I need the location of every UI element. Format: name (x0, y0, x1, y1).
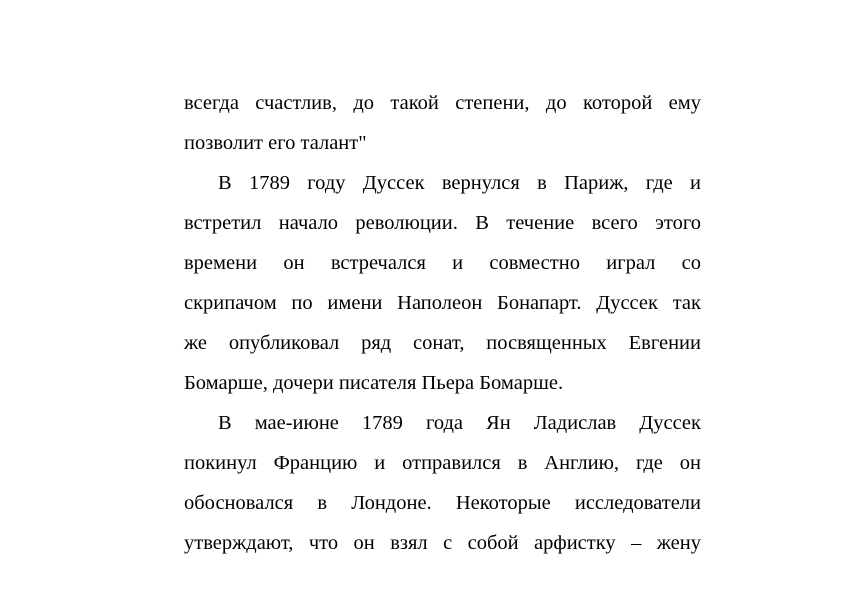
paragraph-start-line: В мае-июне 1789 года Ян Ладислав Дуссек (218, 412, 701, 434)
text-line: встретил начало революции. В течение всего этого (184, 212, 701, 234)
text-line: утверждают, что он взял с собой арфистку – жену (184, 532, 701, 554)
text-line: покинул Францию и отправился в Англию, где он (184, 452, 701, 474)
text-line: же опубликовал ряд сонат, посвященных Евгении (184, 332, 701, 354)
text-line: позволит его талант" (184, 132, 367, 154)
body-text (184, 83, 701, 563)
paragraph-start-line: В 1789 году Дуссек вернулся в Париж, где и (218, 172, 701, 194)
text-line: обосновался в Лондоне. Некоторые исследователи (184, 492, 701, 514)
text-line: скрипачом по имени Наполеон Бонапарт. Дуссек так (184, 292, 701, 314)
text-line: времени он встречался и совместно играл со (184, 252, 701, 274)
text-line: всегда счастлив, до такой степени, до которой ему (184, 92, 701, 114)
text-line: Бомарше, дочери писателя Пьера Бомарше. (184, 372, 564, 394)
